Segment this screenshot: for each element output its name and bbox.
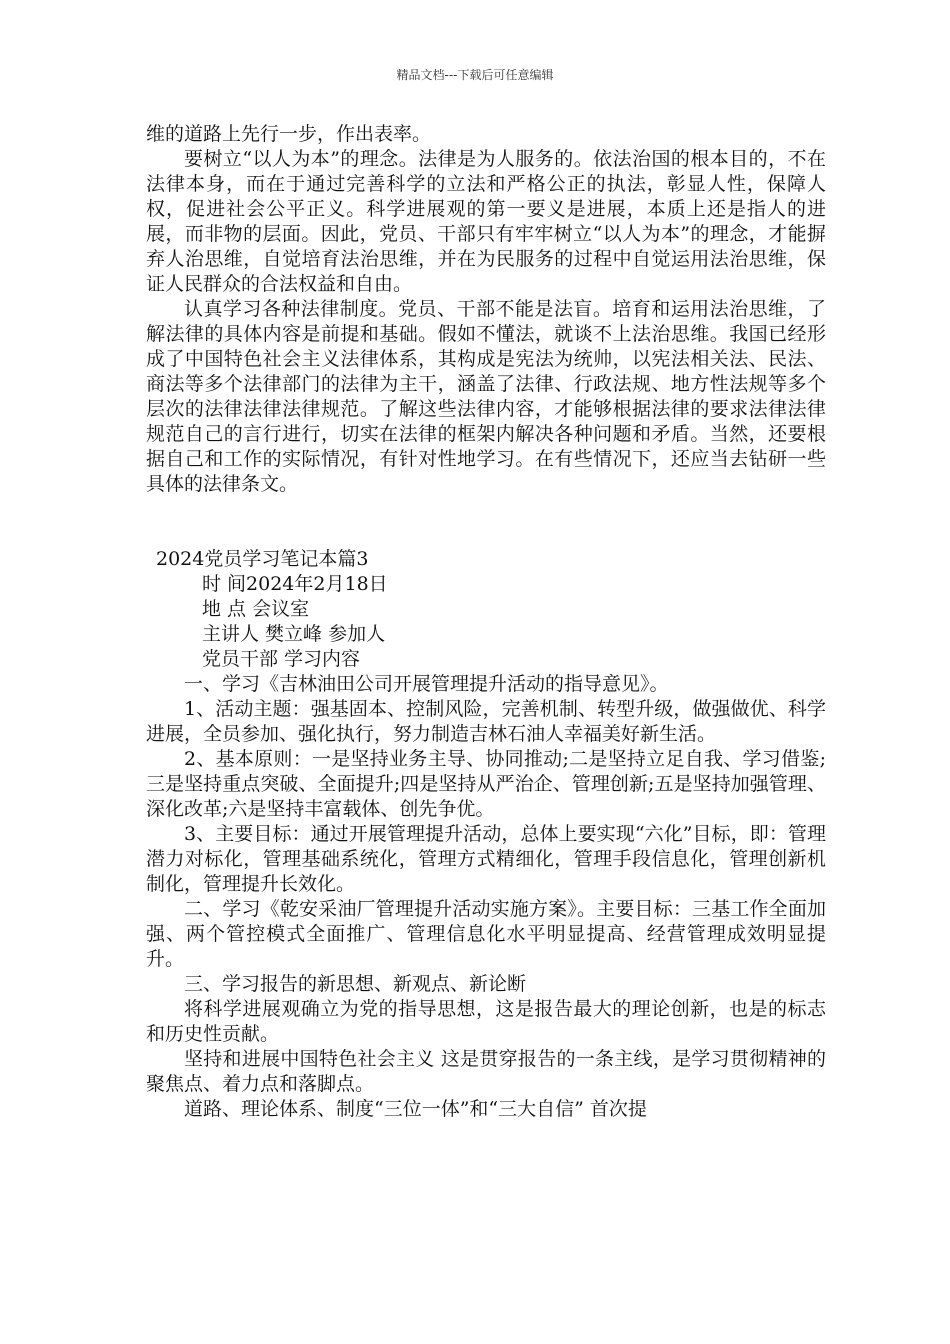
paragraph: 认真学习各种法律制度。党员、干部不能是法盲。培育和运用法治思维，了解法律的具体内容是前提和基础。假如不懂法，就谈不上法治思维。我国已经形成了中国特色社会主义法律体系，其构成是宪法为统帅，以宪法相关法、民法、商法等多个法律部门的法律为主干，涵盖了法律、行政法规、地方性法规等多个层次的法律法律法律规范。了解这些法律内容，才能够根据法律的要求法律法律规范自己的言行进行，切实在法律的框架内解决各种问题和矛盾。当然，还要根据自己和工作的实际情况，有针对性地学习。在有些情况下，还应当去钻研一些具体的法律条文。 xyxy=(146,298,826,495)
paragraph: 要树立“以人为本”的理念。法律是为人服务的。依法治国的根本目的，不在法律本身，而在于通过完善科学的立法和严格公正的执法，彰显人性，保障人权，促进社会公平正义。科学进展观的第一要义是进展，本质上还是指人的进展，而非物的层面。因此，党员、干部只有牢牢树立“以人为本”的理念，才能摒弃人治思维，自觉培育法治思维，并在为民服务的过程中自觉运用法治思维，保证人民群众的合法权益和自由。 xyxy=(146,148,826,295)
list-item: 三、学习报告的新思想、新观点、新论断 xyxy=(184,973,527,995)
paragraph: 将科学进展观确立为党的指导思想，这是报告最大的理论创新，也是的标志和历史性贡献。 xyxy=(146,998,826,1045)
list-item: 一、学习《吉林油田公司开展管理提升活动的指导意见》。 xyxy=(184,673,669,695)
list-item: 2、基本原则：一是坚持业务主导、协同推动;二是坚持立足自我、学习借鉴;三是坚持重点突破、全面提升;四是坚持从严治企、管理创新;五是坚持加强管理、深化改革;六是坚持丰富载体、创先争优。 xyxy=(146,748,826,820)
meeting-speaker: 主讲人 樊立峰 参加人 xyxy=(202,623,386,645)
list-item: 1、活动主题：强基固本、控制风险，完善机制、转型升级，做强做优、科学进展，全员参加、强化执行，努力制造吉林石油人幸福美好新生活。 xyxy=(146,698,826,745)
section-title: 2024党员学习笔记本篇3 xyxy=(156,548,369,570)
meeting-time: 时 间2024年2月18日 xyxy=(202,573,388,595)
list-item: 3、主要目标：通过开展管理提升活动，总体上要实现“六化”目标，即：管理潜力对标化，管理基础系统化，管理方式精细化，管理手段信息化，管理创新机制化，管理提升长效化。 xyxy=(146,823,826,895)
paragraph: 维的道路上先行一步，作出表率。 xyxy=(146,123,432,145)
document-body xyxy=(146,122,826,1122)
paragraph: 道路、理论体系、制度“三位一体”和“三大自信” 首次提 xyxy=(184,1098,647,1120)
meeting-participants: 党员干部 学习内容 xyxy=(202,648,361,670)
paragraph: 坚持和进展中国特色社会主义 这是贯穿报告的一条主线，是学习贯彻精神的聚焦点、着力点和落脚点。 xyxy=(146,1048,826,1095)
list-item: 二、学习《乾安采油厂管理提升活动实施方案》。主要目标：三基工作全面加强、两个管控模式全面推广、管理信息化水平明显提高、经营管理成效明显提升。 xyxy=(146,898,826,970)
meeting-place: 地 点 会议室 xyxy=(202,598,310,620)
page-header: 精品文档---下载后可任意编辑 xyxy=(396,68,554,82)
section-gap xyxy=(146,497,826,547)
